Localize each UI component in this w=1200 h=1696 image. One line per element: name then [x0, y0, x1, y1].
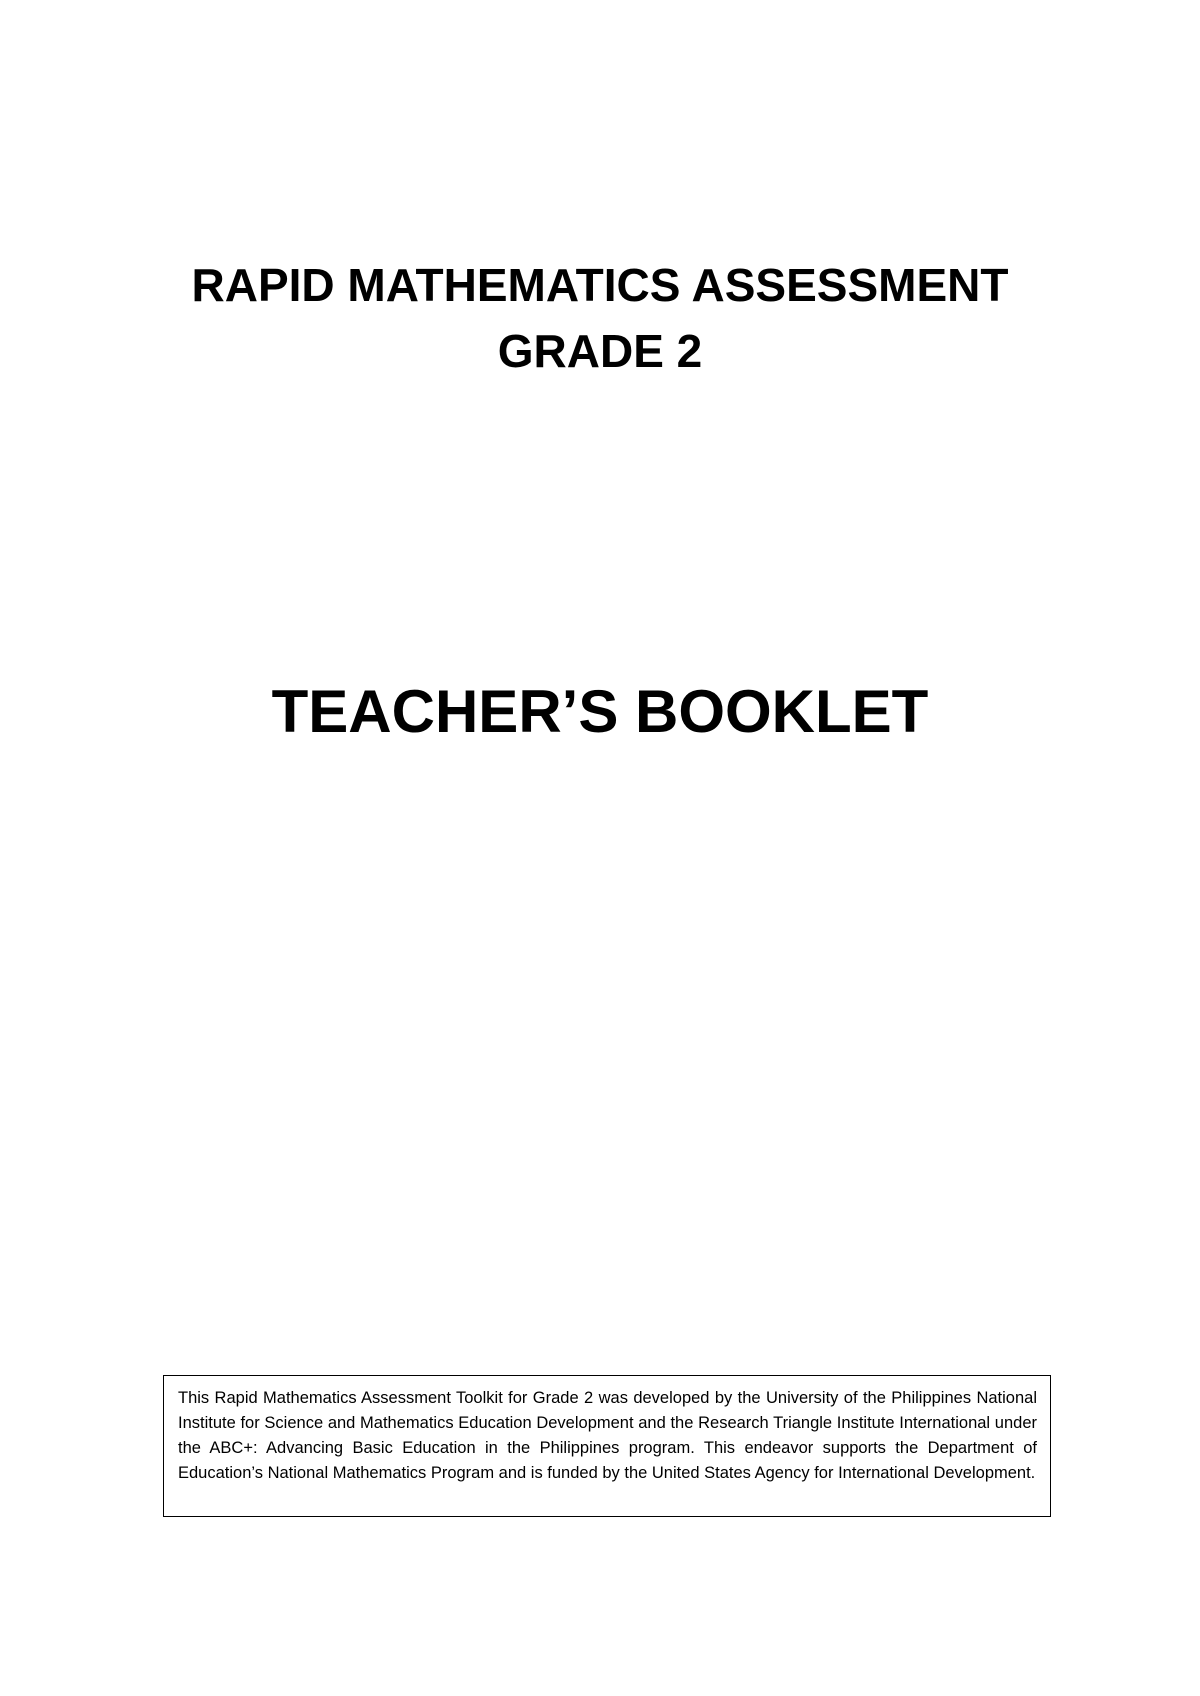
title-line-grade: GRADE 2 [497, 325, 703, 377]
booklet-title: TEACHER’S BOOKLET [271, 678, 929, 745]
disclaimer-text: This Rapid Mathematics Assessment Toolkit for Grade 2 was developed by the University of the Philippines National Institute for Science and Mathematics Education Development and the Research Triangle Institute International under the ABC+: Advancing Basic Education in the Philippines program. This endeavor supports the Department of Education’s National Mathematics Program and is funded by the United States Agency for International Development. [178, 1389, 1037, 1482]
disclaimer-box [163, 1375, 1051, 1517]
assessment-title [0, 252, 1200, 384]
title-line-assessment: RAPID MATHEMATICS ASSESSMENT [191, 259, 1009, 311]
